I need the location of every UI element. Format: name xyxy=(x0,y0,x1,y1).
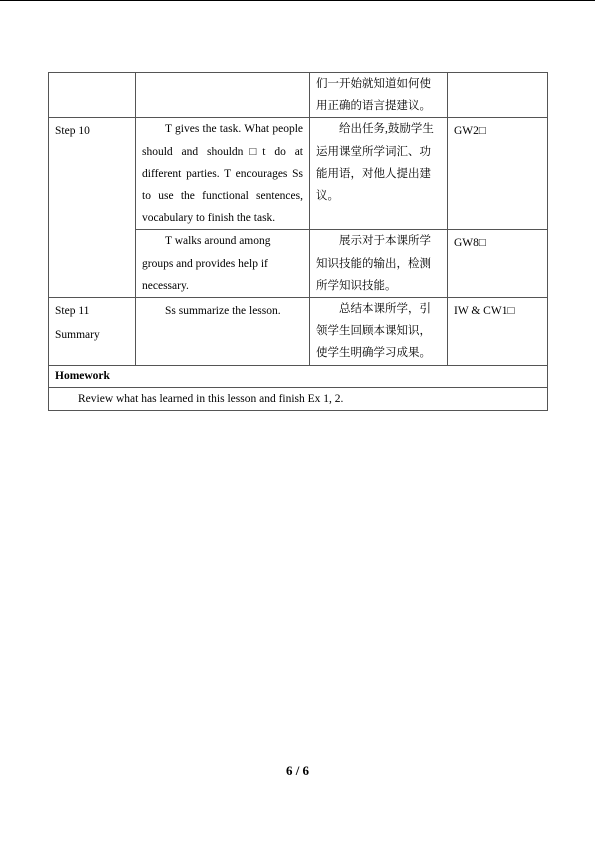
activity-cell xyxy=(136,118,310,230)
activity-text: Ss summarize the lesson. xyxy=(165,305,281,318)
step-cell xyxy=(49,118,136,298)
step-cell xyxy=(49,298,136,366)
purpose-cell xyxy=(310,298,448,366)
mode-text: GW2□ xyxy=(454,125,486,138)
lesson-plan-table xyxy=(48,72,548,411)
mode-cell xyxy=(448,73,548,118)
activity-cell xyxy=(136,298,310,366)
step-cell xyxy=(49,73,136,118)
step-label: Step 11 xyxy=(55,305,90,318)
activity-text: T gives the task. What people should and shouldn□t do at different parties. T encourages Ss to use the functional sentences, vocabulary to finish the task. xyxy=(142,123,303,225)
step-label: Step 10 xyxy=(55,125,90,138)
purpose-cell xyxy=(310,118,448,230)
homework-text-cell xyxy=(49,387,548,410)
purpose-text: 总结本课所学，引领学生回顾本课知识，使学生明确学习成果。 xyxy=(316,303,431,360)
mode-cell xyxy=(448,230,548,298)
purpose-cell xyxy=(310,73,448,118)
table-row-continuation xyxy=(49,73,548,118)
table-row-homework-heading xyxy=(49,365,548,387)
mode-text: GW8□ xyxy=(454,237,486,250)
page-top-rule xyxy=(0,0,595,1)
activity-cell xyxy=(136,73,310,118)
activity-cell xyxy=(136,230,310,298)
table-row-homework-text xyxy=(49,387,548,410)
mode-text: IW & CW1□ xyxy=(454,305,515,318)
page-number: 6 / 6 xyxy=(285,763,310,778)
step-sublabel: Summary xyxy=(55,329,100,342)
purpose-text: 展示对于本课所学知识技能的输出，检测所学知识技能。 xyxy=(316,235,431,292)
mode-cell xyxy=(448,118,548,230)
homework-text: Review what has learned in this lesson and finish Ex 1, 2. xyxy=(78,392,344,405)
purpose-cell xyxy=(310,230,448,298)
table-row-step11 xyxy=(49,298,548,366)
table-row-step10-a xyxy=(49,118,548,230)
activity-text: T walks around among groups and provides help if necessary. xyxy=(142,235,271,292)
homework-heading-cell xyxy=(49,365,548,387)
mode-cell xyxy=(448,298,548,366)
purpose-text: 们一开始就知道如何使用正确的语言提建议。 xyxy=(316,78,431,113)
homework-heading: Homework xyxy=(55,369,110,382)
purpose-text: 给出任务,鼓励学生运用课堂所学词汇、功能用语，对他人提出建议。 xyxy=(316,123,434,203)
